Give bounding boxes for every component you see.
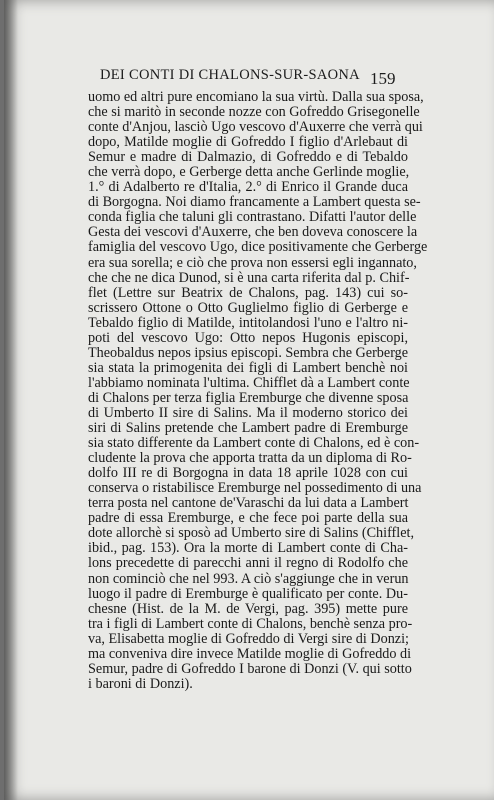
text-line: non cominciò che nel 993. A ciò s'aggiunge che in verun — [88, 570, 409, 587]
text-line: Semur, padre di Gofreddo I barone di Donzi (V. qui sotto — [88, 660, 412, 677]
body-text — [88, 89, 428, 692]
text-line: di Umberto II sire di Salins. Ma il moderno storico dei — [88, 404, 408, 421]
text-line: di Borgogna. Noi diamo francamente a Lambert questa se- — [88, 194, 421, 211]
text-line: Theobaldus nepos ipsius episcopi. Sembra che Gerberge — [88, 344, 409, 361]
text-line: che che ne dica Dunod, si è una carta riferita dal p. Chif- — [88, 269, 410, 286]
text-line: conte d'Anjou, lasciò Ugo vescovo d'Auxerre che verrà qui — [88, 119, 423, 136]
book-page — [4, 0, 494, 800]
text-line: conda figlia che taluni gli contrastano. Difatti l'autor delle — [88, 209, 417, 226]
text-line: Gesta dei vescovi d'Auxerre, che ben doveva conoscere la — [88, 224, 418, 241]
text-line: che verrà dopo, e Gerberge detta anche Gerlinde moglie, — [88, 164, 410, 181]
text-line: Semur e madre di Dalmazio, di Gofreddo e di Tebaldo — [88, 149, 408, 166]
text-line: cludente la prova che apporta tratta da un diploma di Ro- — [88, 450, 412, 467]
text-line: lons precedette di parecchi anni il regno di Rodolfo che — [88, 555, 408, 572]
text-line: flet (Lettre sur Beatrix de Chalons, pag. 143) cui so- — [88, 284, 408, 301]
text-line: sia stata la primogenita dei figli di Lambert benchè noi — [88, 359, 408, 376]
text-line: l'abbiamo nominata l'ultima. Chifflet dà a Lambert conte — [88, 374, 410, 391]
text-line: ma conveniva dire invece Matilde moglie di Gofreddo di — [88, 645, 412, 662]
page-number: 159 — [370, 69, 396, 88]
text-line: chesne (Hist. de la M. de Vergi, pag. 395) mette pure — [88, 600, 408, 617]
text-line: di Chalons per terza figlia Eremburge che divenne sposa — [88, 389, 409, 406]
text-line: scrissero Ottone o Otto Guglielmo figlio di Gerberge e — [88, 299, 408, 316]
text-line: sia stato differente da Lambert conte di Chalons, ed è con- — [88, 435, 420, 452]
text-line: dopo, Matilde moglie di Gofreddo I figlio d'Arlebaut di — [88, 134, 408, 151]
text-line: terra posta nel cantone de'Varaschi da lui data a Lambert — [88, 495, 409, 512]
text-line: che si maritò in seconde nozze con Gofreddo Grisegonelle — [88, 104, 420, 121]
text-line: va, Elisabetta moglie di Gofreddo di Vergi sire di Donzi; — [88, 630, 409, 647]
text-line: i baroni di Donzi). — [88, 675, 193, 692]
text-line: era sua sorella; e ciò che prova non essersi egli ingannato, — [88, 254, 417, 271]
text-line: poti del vescovo Ugo: Otto nepos Hugonis episcopi, — [88, 329, 408, 346]
text-line: ibid., pag. 153). Ora la morte di Lambert conte di Cha- — [88, 540, 408, 557]
text-line: uomo ed altri pure encomiano la sua virtù. Dalla sua sposa, — [88, 89, 424, 105]
text-line: siri di Salins pretende che Lambert padre di Eremburge — [88, 420, 408, 437]
text-line: famiglia del vescovo Ugo, dice positivamente che Gerberge — [88, 239, 428, 256]
text-line: dote allorchè si sposò ad Umberto sire di Salins (Chifflet, — [88, 525, 414, 542]
text-line: 1.° di Adalberto re d'Italia, 2.° di Enrico il Grande duca — [88, 179, 408, 196]
text-line: Tebaldo figlio di Matilde, intitolandosi l'uno e l'altro ni- — [88, 314, 408, 331]
text-line: conserva o ristabilisce Eremburge nel possedimento di una — [88, 480, 422, 497]
text-line: tra i figli di Lambert conte di Chalons, benchè senza pro- — [88, 615, 413, 632]
text-line: padre di essa Eremburge, e che fece poi parte della sua — [88, 510, 408, 527]
running-title: DEI CONTI DI CHALONS-SUR-SAONA — [100, 67, 360, 83]
text-line: luogo il padre di Eremburge è qualificato per conte. Du- — [88, 585, 408, 602]
text-line: dolfo III re di Borgogna in data 18 aprile 1028 con cui — [88, 465, 408, 482]
